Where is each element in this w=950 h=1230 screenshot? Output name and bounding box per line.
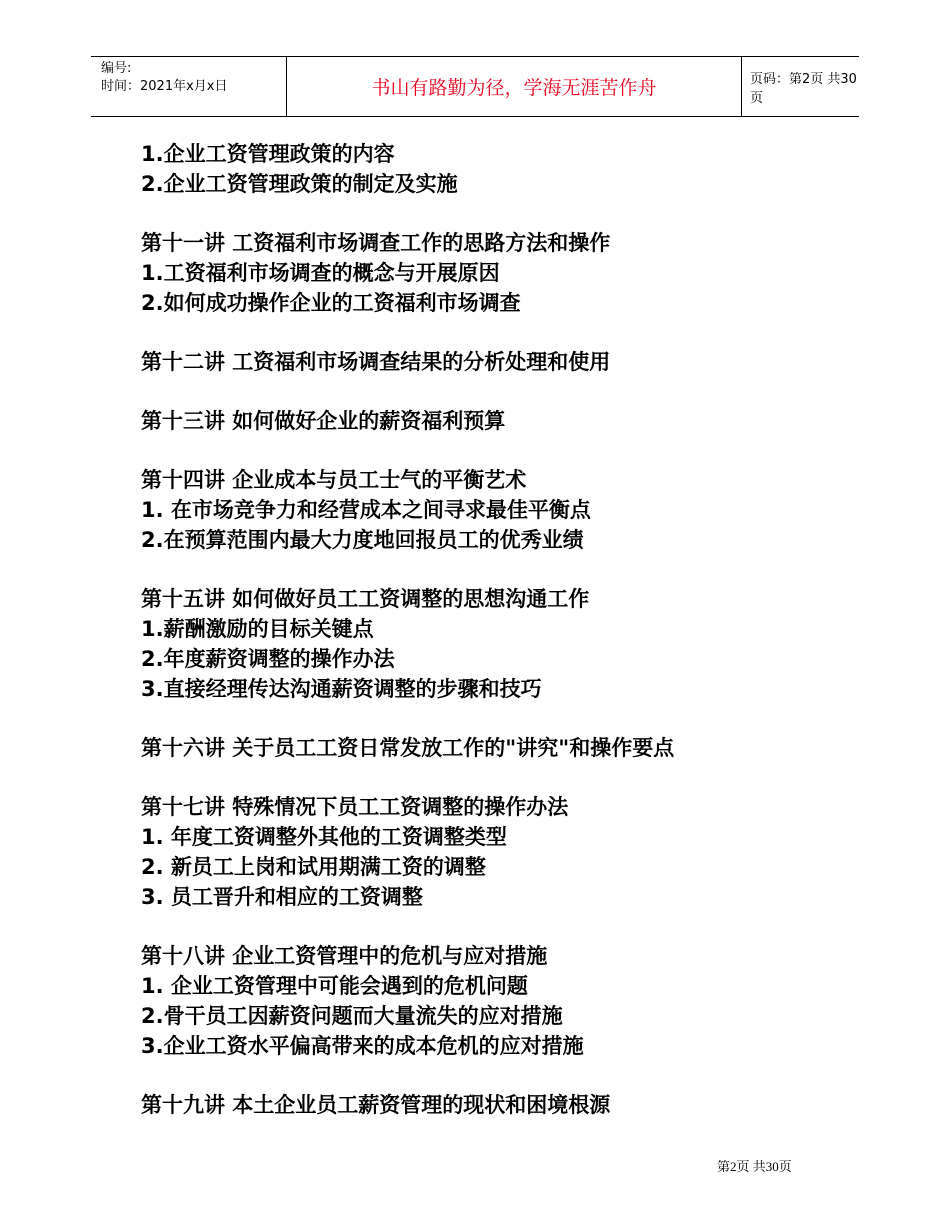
section-gap [141,199,861,228]
lecture-heading: 第十二讲 工资福利市场调查结果的分析处理和使用 [141,350,611,374]
lecture-item: 3.直接经理传达沟通薪资调整的步骤和技巧 [141,677,542,701]
lecture-heading: 第十五讲 如何做好员工工资调整的思想沟通工作 [141,587,590,611]
section-gap [141,912,861,941]
lecture-heading: 第十八讲 企业工资管理中的危机与应对措施 [141,944,548,968]
lecture-item: 2.企业工资管理政策的制定及实施 [141,172,458,196]
header-motto: 书山有路勤为径，学海无涯苦作舟 [286,57,742,116]
page-header [91,56,859,117]
header-meta [91,57,286,116]
lecture-item: 1. 企业工资管理中可能会遇到的危机问题 [141,974,528,998]
lecture-heading: 第十七讲 特殊情况下员工工资调整的操作办法 [141,795,569,819]
lecture-item: 2.在预算范围内最大力度地回报员工的优秀业绩 [141,528,584,552]
section-gap [141,1061,861,1090]
page-footer: 第2页 共30页 [717,1159,792,1174]
section-gap [141,555,861,584]
lecture-item: 2.骨干员工因薪资问题而大量流失的应对措施 [141,1004,563,1028]
section-gap [141,318,861,347]
lecture-item: 2. 新员工上岗和试用期满工资的调整 [141,855,486,879]
lecture-item: 2.年度薪资调整的操作办法 [141,647,395,671]
number-label: 编号: [101,61,132,76]
section-gap [141,704,861,733]
time-label: 时间：2021年x月x日 [101,79,228,94]
section-gap [141,436,861,465]
lecture-item: 3. 员工晋升和相应的工资调整 [141,885,423,909]
lecture-item: 1. 年度工资调整外其他的工资调整类型 [141,825,507,849]
lecture-item: 2.如何成功操作企业的工资福利市场调查 [141,291,521,315]
lecture-heading: 第十三讲 如何做好企业的薪资福利预算 [141,409,506,433]
lecture-item: 1.薪酬激励的目标关键点 [141,617,374,641]
lecture-item: 3.企业工资水平偏高带来的成本危机的应对措施 [141,1034,584,1058]
lecture-item: 1.企业工资管理政策的内容 [141,142,395,166]
lecture-item: 1.工资福利市场调查的概念与开展原因 [141,261,500,285]
header-page-number: 页码：第2页 共30页 [750,71,857,106]
lecture-heading: 第十九讲 本土企业员工薪资管理的现状和困境根源 [141,1093,611,1117]
lecture-heading: 第十六讲 关于员工工资日常发放工作的"讲究"和操作要点 [141,736,675,760]
section-gap [141,377,861,406]
lecture-item: 1. 在市场竞争力和经营成本之间寻求最佳平衡点 [141,498,591,522]
document-body [141,139,861,1120]
lecture-heading: 第十一讲 工资福利市场调查工作的思路方法和操作 [141,231,611,255]
section-gap [141,763,861,792]
lecture-heading: 第十四讲 企业成本与员工士气的平衡艺术 [141,468,527,492]
